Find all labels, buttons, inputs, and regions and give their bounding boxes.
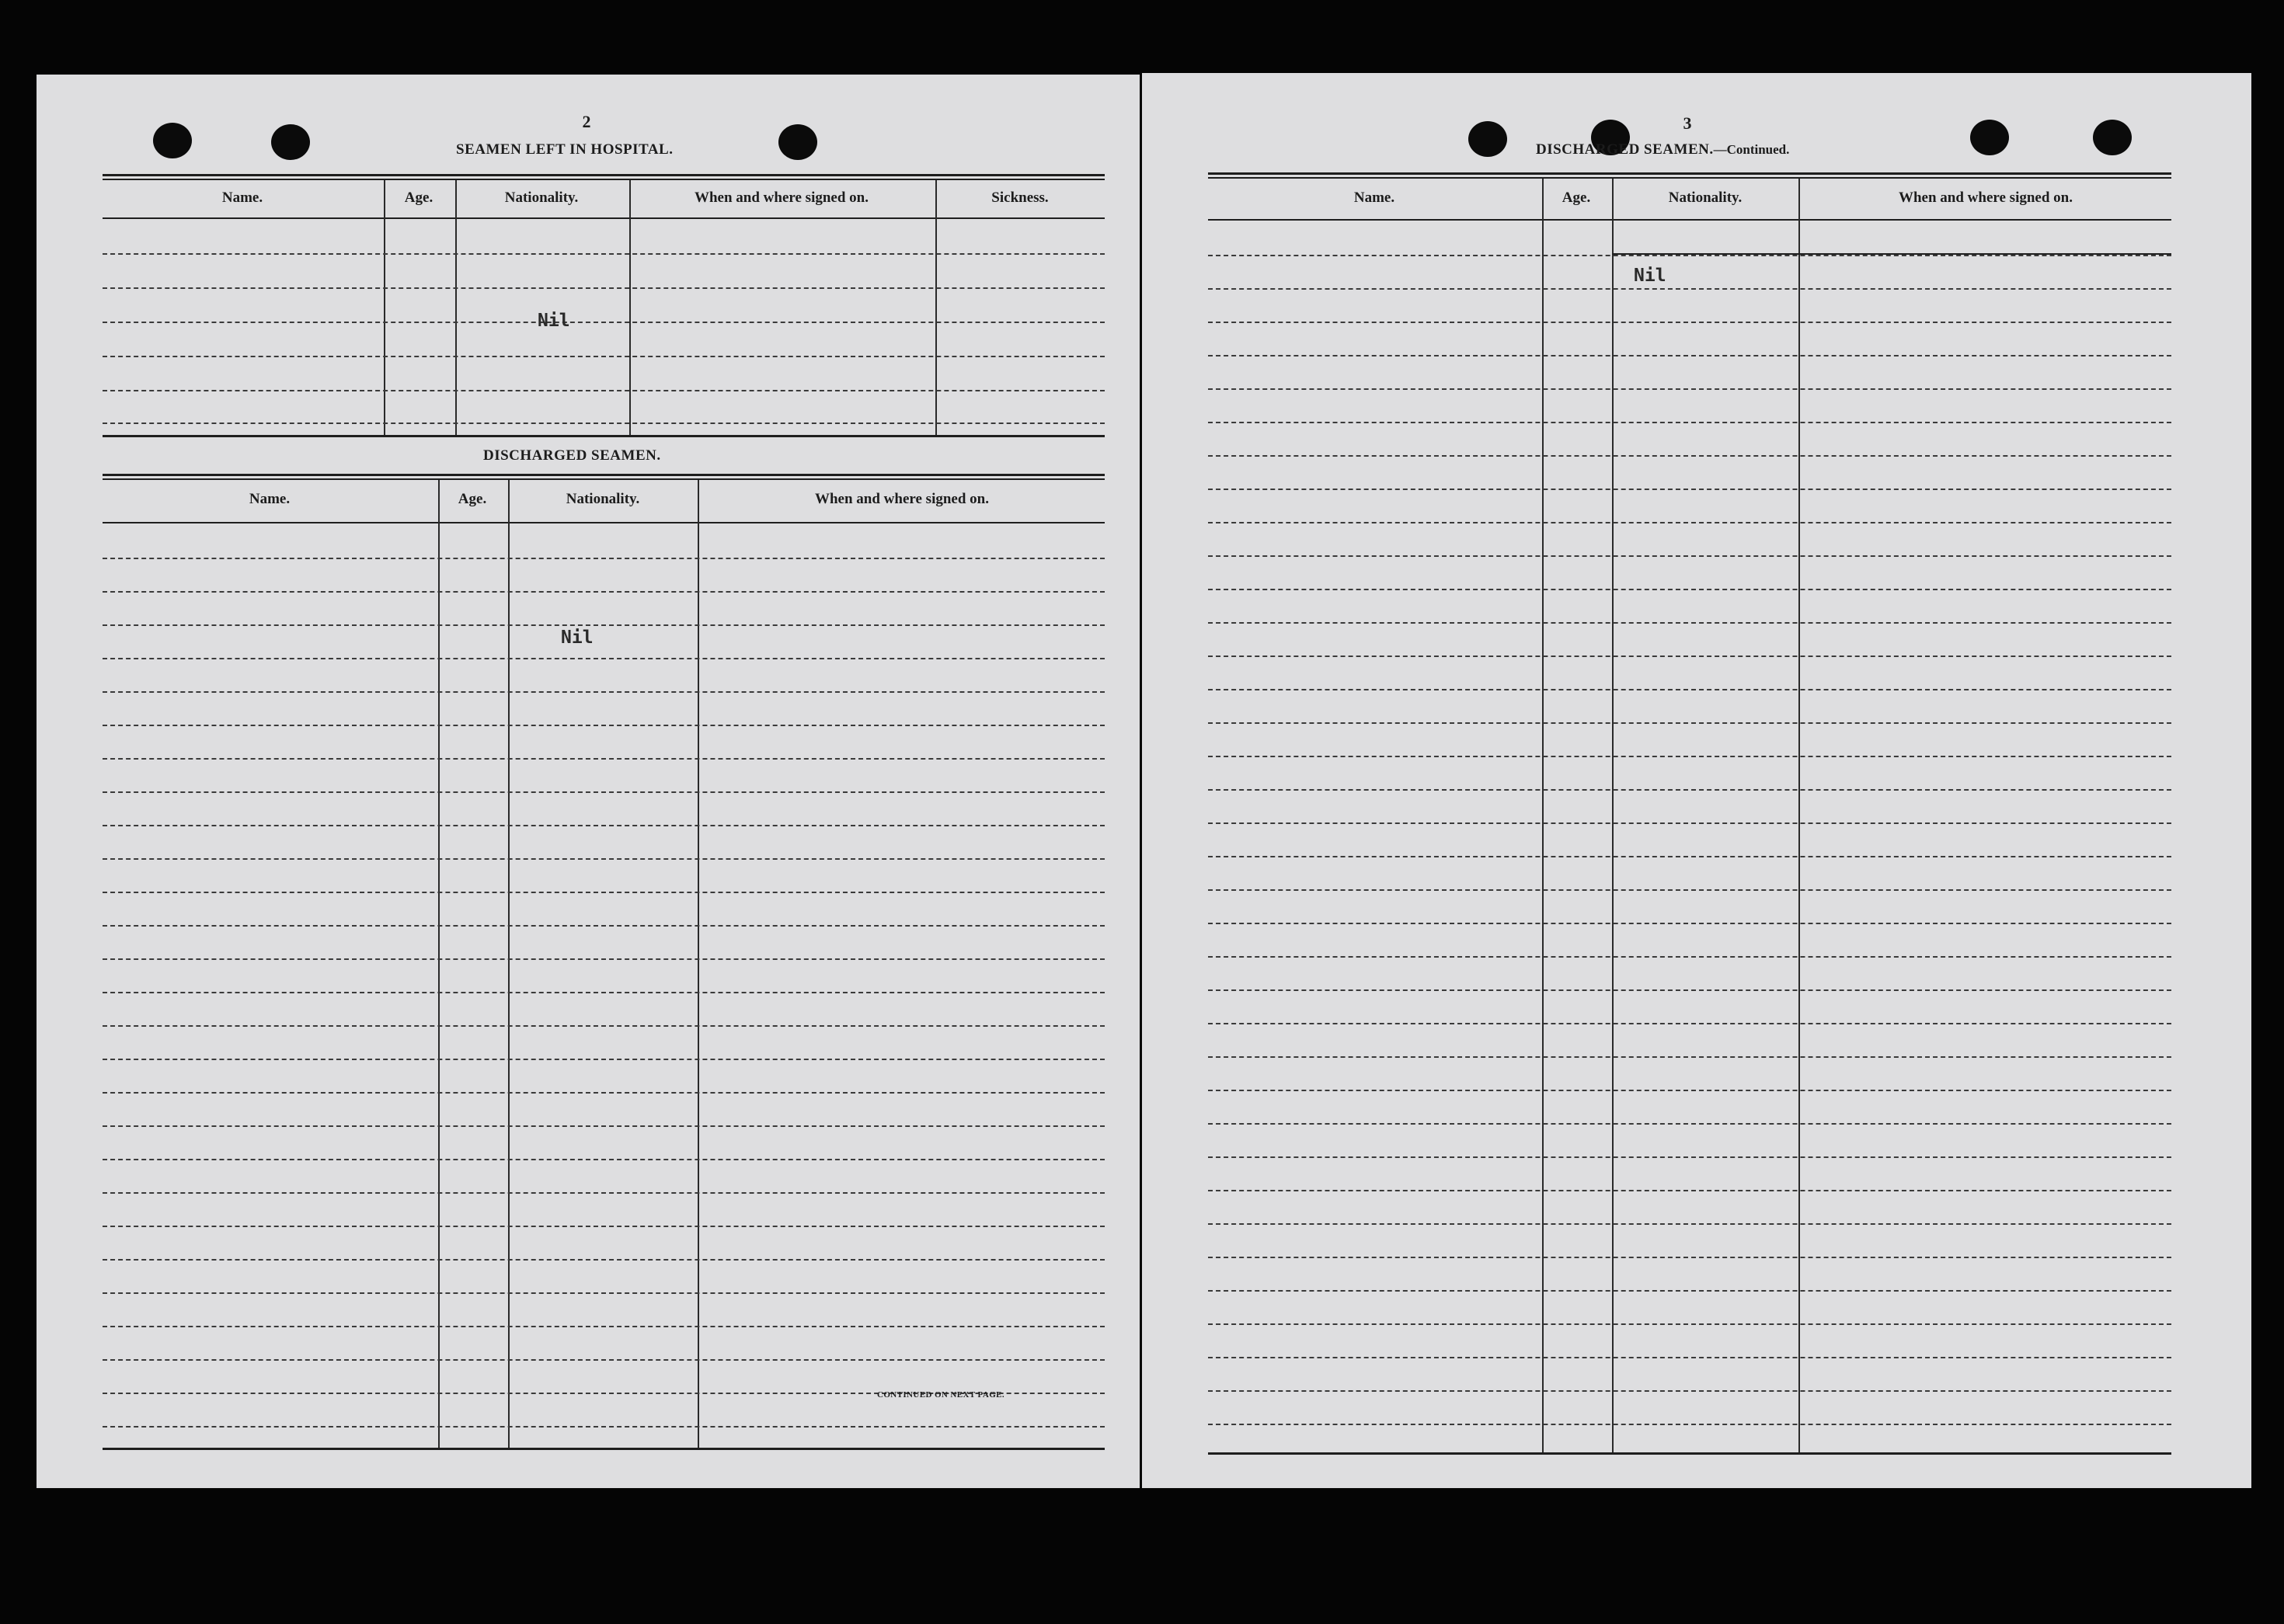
discharged-continued-title: DISCHARGED SEAMEN.—Continued.: [1536, 141, 1790, 158]
hospital-table: [103, 174, 1105, 438]
punch-hole: [271, 124, 310, 160]
column-header-signed-on: When and where signed on.: [694, 190, 869, 206]
continued-note: CONTINUED ON NEXT PAGE.: [877, 1390, 1005, 1400]
column-header-name: Name.: [221, 190, 263, 206]
hospital-section-title: SEAMEN LEFT IN HOSPITAL.: [456, 141, 674, 158]
punch-hole: [778, 124, 817, 160]
column-header-age: Age.: [1562, 190, 1591, 206]
punch-hole: [1468, 121, 1507, 157]
left-page: [37, 75, 1140, 1488]
page-number: 2: [582, 112, 591, 131]
column-header-sickness: Sickness.: [991, 190, 1049, 206]
discharged-section-title: DISCHARGED SEAMEN.: [483, 447, 661, 464]
discharged-continued-table: [1208, 172, 2171, 1466]
column-header-name: Name.: [249, 491, 291, 507]
column-header-nationality: Nationality.: [566, 491, 640, 507]
column-header-age: Age.: [458, 491, 487, 507]
column-header-age: Age.: [404, 190, 433, 206]
right-page: [1142, 73, 2251, 1488]
column-header-signed-on: When and where signed on.: [1898, 190, 2073, 206]
column-header-nationality: Nationality.: [1668, 190, 1743, 206]
discharged-table: [103, 474, 1105, 1460]
punch-hole: [153, 123, 192, 158]
page-number: 3: [1683, 113, 1692, 133]
nationality-entry: Nil: [561, 628, 594, 648]
nationality-entry: Nil: [538, 311, 570, 331]
nationality-entry: Nil: [1634, 266, 1666, 286]
column-header-signed-on: When and where signed on.: [814, 491, 989, 507]
punch-hole: [1970, 120, 2009, 155]
punch-hole: [2093, 120, 2132, 155]
column-header-nationality: Nationality.: [504, 190, 579, 206]
column-header-name: Name.: [1353, 190, 1395, 206]
